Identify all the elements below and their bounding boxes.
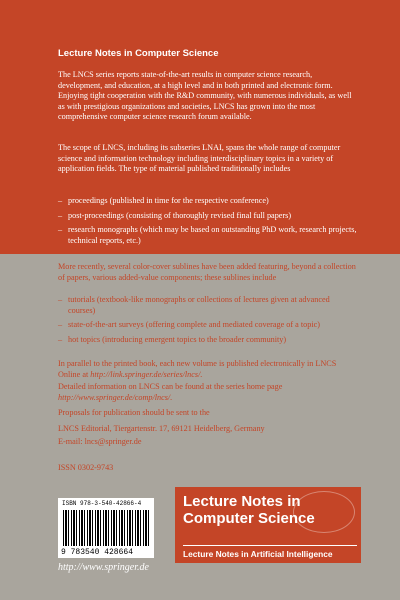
list-item: – post-proceedings (consisting of thoroughly revised final full papers) <box>58 210 292 220</box>
online-url-link[interactable]: http://link.springer.de/series/lncs/. <box>90 369 203 379</box>
detail-url-link[interactable]: http://www.springer.de/comp/lncs/. <box>58 392 173 402</box>
editorial-address: LNCS Editorial, Tiergartenstr. 17, 69121 Heidelberg, Germany <box>58 424 265 433</box>
sublines-list <box>58 295 358 345</box>
issn-label: ISSN 0302-9743 <box>58 463 114 472</box>
detail-text: Detailed information on LNCS can be found at the series home page <box>58 382 283 391</box>
online-paragraph <box>58 359 358 380</box>
list-item: – tutorials (textbook-like monographs or collections of lectures given at advanced courses) <box>58 295 330 315</box>
list-item: – hot topics (introducing emergent topics to the broader community) <box>58 334 287 344</box>
publisher-url-link[interactable]: http://www.springer.de <box>58 562 149 573</box>
barcode <box>58 498 154 558</box>
sublines-paragraph: More recently, several color-cover sublines have been added featuring, beyond a collection of papers, various added-value components; these sublines include <box>58 262 356 282</box>
proposals-text: Proposals for publication should be sent to the <box>58 408 210 417</box>
online-text: In parallel to the printed book, each new volume is published electronically in LNCS Online at <box>58 359 337 379</box>
list-item: – state-of-the-art surveys (offering complete and mediated coverage of a topic) <box>58 320 320 329</box>
barcode-number: 9 783540 428664 <box>61 548 134 557</box>
email-link[interactable]: E-mail: lncs@springer.de <box>58 437 142 446</box>
series-badge <box>175 487 361 563</box>
list-item: – proceedings (published in time for the respective conference) <box>58 196 269 205</box>
isbn-text: ISBN 978-3-540-42866-4 <box>62 500 142 507</box>
barcode-icon <box>63 510 149 546</box>
intro-paragraph: The LNCS series reports state-of-the-art results in computer science research, development, and education, at a high level and in both printed and electronic form. Enjoying tight cooperation with the R&D community, with numerous individuals, as well as with prestigious organizations and societies, LNCS has grown into the most comprehensive computer science research forum available. <box>58 70 352 121</box>
list-item: – research monographs (which may be based on outstanding PhD work, research projects, technical reports, etc.) <box>58 225 357 245</box>
detail-paragraph <box>58 382 358 403</box>
series-heading: Lecture Notes in Computer Science <box>58 48 219 59</box>
badge-subtitle: Lecture Notes in Artificial Intelligence <box>183 545 357 559</box>
badge-title: Lecture Notes in Computer Science <box>183 493 315 527</box>
scope-paragraph: The scope of LNCS, including its subseries LNAI, spans the whole range of computer science and information technology including interdisciplinary topics in a variety of application fields. The type of material published traditionally includes <box>58 143 341 173</box>
material-list <box>58 196 358 246</box>
